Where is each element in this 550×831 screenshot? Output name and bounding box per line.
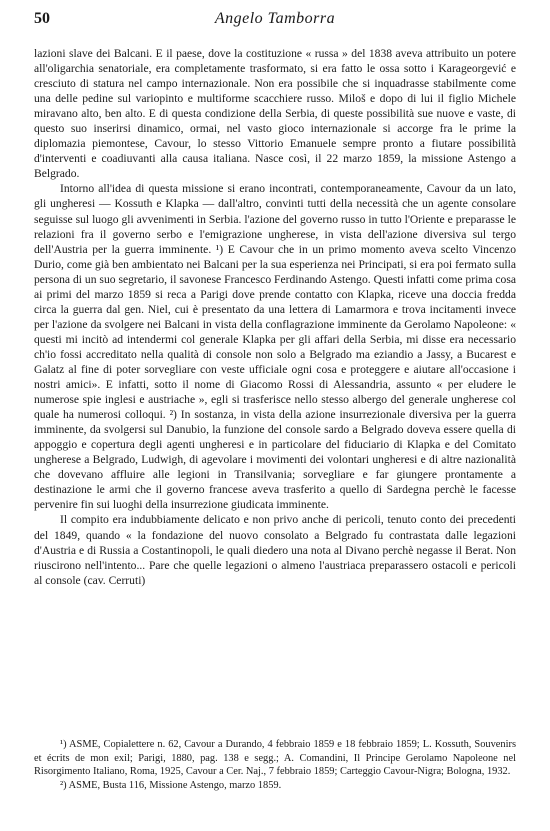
- running-head: Angelo Tamborra: [214, 10, 336, 27]
- paragraph: lazioni slave dei Balcani. E il paese, dove la costituzione « russa » del 1838 aveva attribuito un potere all'oligarchia senatoriale, era completamente trasformato, si era fatto le ossa sotto i Karageorgević e cresciuto di statura nel campo internazionale. Non era possibile che si inquadrasse stabilmente come una delle pedine sul variopinto e multiforme scacchiere russo. Miloš e dopo di lui il figlio Michele miravano alto, ben alto. E di questa condizione della Serbia, di queste possibilità sue nuove e vaste, di questo suo inserirsi dinamico, ormai, nel vasto gioco internazionale si accorge fra le prime la diplomazia piemontese, Cavour, lo stesso Vittorio Emanuele sempre pronto a fiutare possibilità d'interventi e coadiuvanti alla causa italiana. Nasce così, il 22 marzo 1859, la missione Astengo a Belgrado.: [34, 47, 516, 181]
- footnote-divider: [34, 733, 516, 735]
- footnote: ¹) ASME, Copialettere n. 62, Cavour a Durando, 4 febbraio 1859 e 18 febbraio 1859; L. Kossuth, Souvenirs et écrits de mon exil; Parigi, 1880, pag. 138 e segg.; A. Comandini, Il Principe Gerolamo Napoleone nel Risorgimento Italiano, Roma, 1925, Cavour a Cer. Naj., 7 febbraio 1859; Carteggio Cavour-Nigra; Bologna, 1932.: [34, 739, 516, 778]
- page-header: [34, 10, 516, 36]
- paragraph: Il compito era indubbiamente delicato e non privo anche di pericoli, tenuto conto dei precedenti del 1849, quando « la fondazione del nuovo consolato a Belgrado fu contrastata dalle legazioni d'Austria e di Russia a Costantinopoli, le quali diedero una nota al Divano perchè negasse il Berat. Non riuscirono nell'intento... Pare che quelle legazioni o almeno l'austriaca preparassero ostacoli e pericoli al console (cav. Cerruti): [34, 513, 516, 587]
- footnotes: [34, 738, 516, 792]
- footnote: ²) ASME, Busta 116, Missione Astengo, marzo 1859.: [60, 779, 282, 791]
- page-number: 50: [34, 10, 50, 27]
- body-text: [34, 46, 516, 588]
- paragraph: Intorno all'idea di questa missione si erano incontrati, contemporaneamente, Cavour da un lato, gli ungheresi — Kossuth e Klapka — dall'altro, convinti tutti della necessità che un agente consolare seguisse sul luogo gli avvenimenti in Serbia. l'azione del governo russo in tutto l'Oriente e preparasse le relazioni fra il governo serbo e l'emigrazione ungherese, in vista dell'azione diversiva sul tergo dell'Austria per la guerra imminente. ¹) E Cavour che in un primo momento aveva scelto Vincenzo Durio, come già ben ambientato nei Balcani per la sua esperienza nei Principati, si era poi fermato sulla persona di un suo segretario, il savonese Francesco Ferdinando Astengo. Questi infatti come prima cosa ai primi del marzo 1859 si reca a Parigi dove prende contatto con Klapka, riceve una doccia fredda circa la guerra dal gen. Niel, cui è presentato da una lettera di Lamarmora e trova incitamenti invece per l'azione da svolgere nei Balcani in vista della conflagrazione imminente da Gerolamo Napoleone: « questi mi incitò ad intendermi col generale Klapka per gli affari della Serbia, mi disse era necessario ch'io fossi accreditato nella qualità di console non solo a Belgrado ma eziandio a Jassy, a Bucarest e Galatz al fine di poter sorvegliare con veste ufficiale ogni cosa e proteggere e aiutare all'occasione i nostri amici». E infatti, sotto il nome di Giacomo Rossi di Alessandria, assunto « per eludere le numerose spie inglesi e austriache », egli si trasferisce nello stesso albergo del generale ungherese col quale ha numerosi colloqui. ²) In sostanza, in vista della azione insurrezionale diversiva per la guerra imminente, da svolgersi sul Danubio, la funzione del console sardo a Belgrado doveva essere quella di appoggio e copertura degli agenti ungheresi e in particolare del fiduciario di Klapka e del Comitato ungherese a Belgrado, Ludwigh, di agevolare i movimenti dei volontari ungheresi e di altre nazionalità che dovevano affluire alle legioni in Transilvania; sorvegliare e far giungere prontamente a destinazione le armi che il governo francese aveva trasferito a quello di Sardegna perchè le facesse pervenire fin sui luoghi della insurrezione giudicata imminente.: [34, 182, 516, 512]
